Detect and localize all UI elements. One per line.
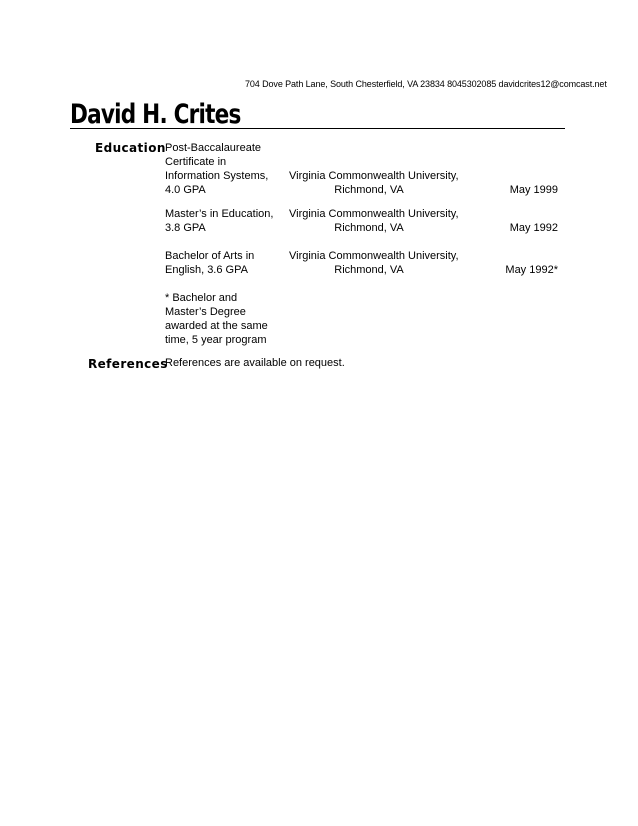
degree-footnote: * Bachelor and Master’s Degree awarded at the same time, 5 year program [165,292,268,346]
school-city: Richmond, VA [334,264,404,276]
school-block [289,169,459,197]
graduation-date: May 1992 [509,222,558,234]
resume-name: David H. Crites [70,99,241,130]
school-city: Richmond, VA [334,222,404,234]
school-city: Richmond, VA [334,184,404,196]
graduation-date: May 1992* [505,264,558,276]
school-name: Virginia Commonwealth University, [289,208,459,220]
school-name: Virginia Commonwealth University, [289,170,459,182]
degree-text: Bachelor of Arts in English, 3.6 GPA [165,250,255,276]
graduation-date: May 1999 [509,184,558,196]
school-block [289,207,459,235]
header-divider [70,128,565,129]
references-text: References are available on request. [165,357,345,369]
school-block [289,249,459,277]
school-name: Virginia Commonwealth University, [289,250,459,262]
degree-text: Master’s in Education, 3.8 GPA [165,208,274,234]
contact-line: 704 Dove Path Lane, South Chesterfield, VA 23834 8045302085 davidcrites12@comcast.net [245,79,607,89]
degree-text: Post-Baccalaureate Certificate in Information Systems, 4.0 GPA [165,142,269,196]
section-label-references: References [88,357,168,371]
section-label-education: Education [95,141,166,155]
